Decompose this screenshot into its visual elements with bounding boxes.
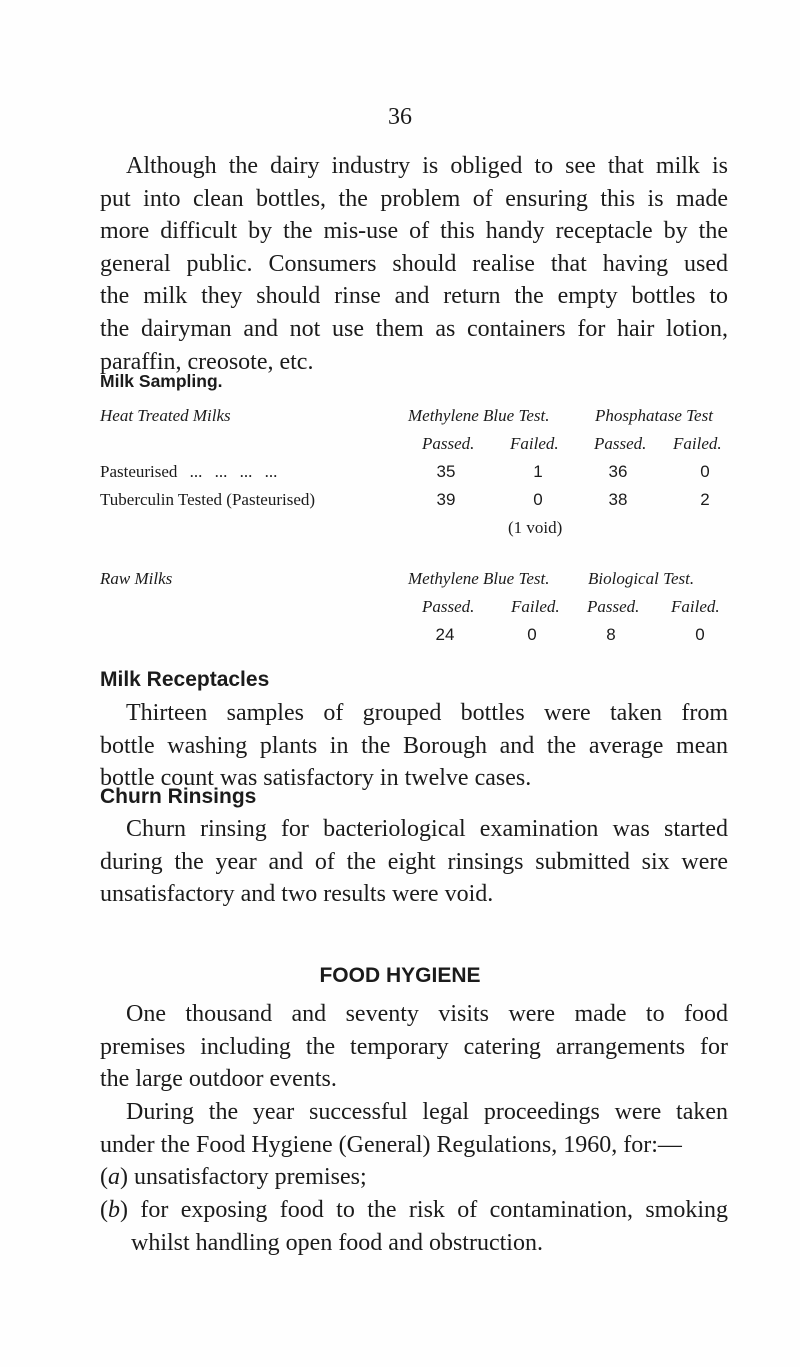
hygiene-line: the large outdoor events. [100,1066,337,1093]
page-number: 36 [388,104,412,130]
ph-failed-value: 2 [700,490,710,509]
mb-failed-header: Failed. [510,434,559,453]
intro-line: Although the dairy industry is obliged to see that milk is [126,153,728,179]
milk-sampling-heading: Milk Sampling. [100,371,223,391]
churn-line: unsatisfactory and two results were void. [100,881,494,908]
raw-mb-passed-header: Passed. [422,597,475,616]
intro-line: general public. Consumers should realise that having used [100,250,728,277]
raw-mb-failed-header: Failed. [511,597,560,616]
receptacles-line: bottle washing plants in the Borough and the average mean [100,732,728,759]
receptacles-line: Thirteen samples of grouped bottles were taken from [126,700,728,726]
intro-paragraph [100,150,728,378]
list-text: unsatisfactory premises; [134,1164,367,1190]
row-label: Pasteurised ... ... ... ... [100,462,278,481]
raw-bio-failed-header: Failed. [671,597,720,616]
list-marker: (a) [100,1164,128,1190]
heat-treated-label: Heat Treated Milks [100,406,231,425]
raw-bio-failed-value: 0 [695,625,705,644]
food-hygiene-paragraph-1 [100,998,728,1096]
intro-line: more difficult by the mis-use of this handy receptacle by the [100,218,728,245]
mb-passed-value: 35 [436,462,456,481]
ph-failed-header: Failed. [673,434,722,453]
churn-line: during the year and of the eight rinsings submitted six were [100,848,728,875]
list-item [100,1194,728,1259]
churn-rinsings-heading: Churn Rinsings [100,785,257,808]
raw-bio-passed-value: 8 [606,625,616,644]
raw-mb-failed-value: 0 [527,625,537,644]
list-text-continuation: whilst handling open food and obstruction. [131,1229,543,1256]
phosphatase-title: Phosphatase Test [595,406,713,425]
list-marker: (b) [100,1197,128,1223]
mb-passed-value: 39 [436,490,456,509]
hygiene-line: under the Food Hygiene (General) Regulations, 1960, for:— [100,1131,682,1158]
list-item [100,1161,367,1194]
hygiene-line: One thousand and seventy visits were made to food [126,1001,728,1027]
intro-line: paraffin, creosote, etc. [100,348,314,375]
ph-passed-value: 36 [608,462,628,481]
milk-receptacles-paragraph [100,697,728,795]
ph-passed-header: Passed. [594,434,647,453]
raw-mb-passed-value: 24 [435,625,455,644]
row-label: Tuberculin Tested (Pasteurised) [100,490,316,509]
raw-milks-label: Raw Milks [100,569,173,588]
methylene-blue-title: Methylene Blue Test. [408,406,550,425]
mb-failed-value: 0 [533,490,543,509]
list-text: for exposing food to the risk of contamination, smoking [140,1197,729,1223]
milk-receptacles-heading: Milk Receptacles [100,668,270,691]
churn-rinsings-paragraph [100,813,728,911]
food-hygiene-paragraph-2 [100,1096,728,1161]
mb-failed-value: 1 [533,462,543,481]
receptacles-line: bottle count was satisfactory in twelve cases. [100,765,532,792]
intro-line: put into clean bottles, the problem of ensuring this is made [100,185,728,212]
ph-passed-value: 38 [608,490,628,509]
hygiene-line: premises including the temporary catering arrangements for [100,1033,728,1060]
ph-failed-value: 0 [700,462,710,481]
hygiene-line: During the year successful legal proceedings were taken [126,1099,728,1125]
biological-title: Biological Test. [588,569,695,588]
churn-line: Churn rinsing for bacteriological examination was started [126,816,728,842]
raw-bio-passed-header: Passed. [587,597,640,616]
raw-methylene-blue-title: Methylene Blue Test. [408,569,550,588]
intro-line: the milk they should rinse and return the empty bottles to [100,283,728,310]
void-note: (1 void) [508,518,563,537]
intro-line: the dairyman and not use them as containers for hair lotion, [100,315,728,342]
food-hygiene-heading: FOOD HYGIENE [319,964,481,987]
mb-passed-header: Passed. [422,434,475,453]
